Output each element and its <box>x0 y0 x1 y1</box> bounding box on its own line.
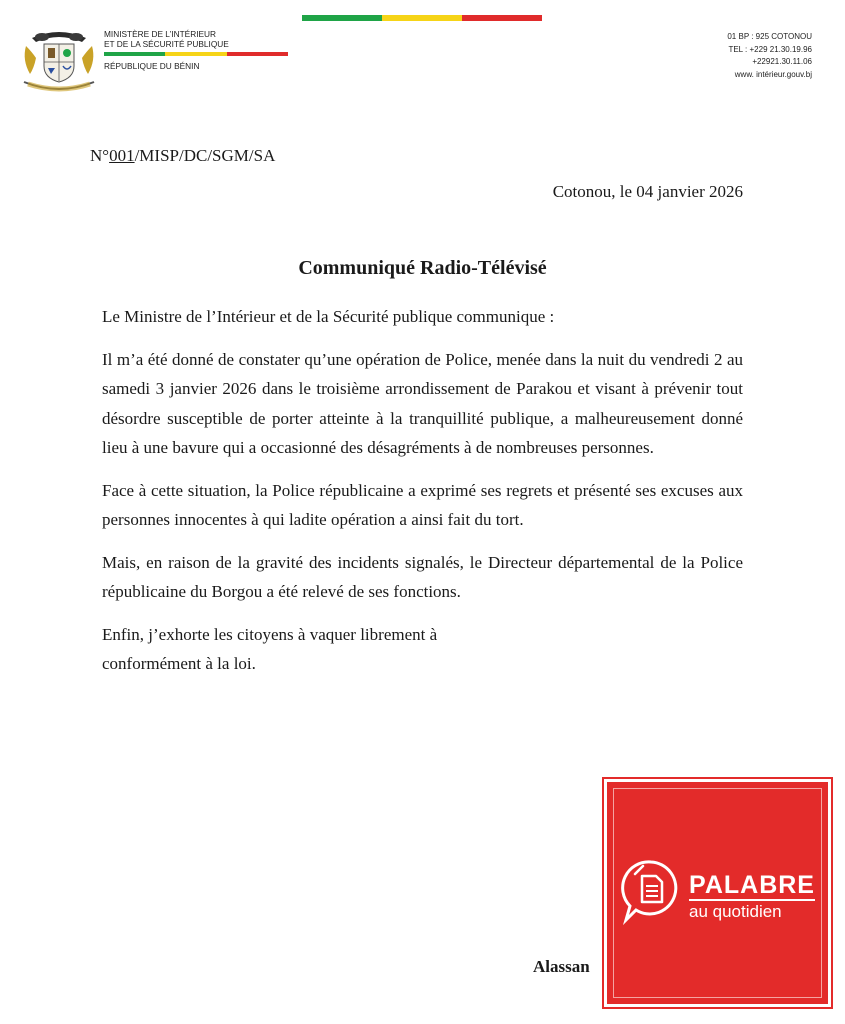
ministry-header <box>104 29 288 71</box>
ministry-green-stripe <box>104 52 165 56</box>
contact-info <box>727 31 812 81</box>
flag-yellow-stripe <box>382 15 462 21</box>
ministry-name-line-2: ET DE LA SÉCURITÉ PUBLIQUE <box>104 39 229 49</box>
reference-number-value: 001 <box>109 146 135 165</box>
document-speech-bubble-icon <box>618 856 684 926</box>
ministry-yellow-stripe <box>165 52 226 56</box>
signatory-name: Alassan <box>533 957 590 976</box>
po-box: 01 BP : 925 COTONOU <box>727 32 812 41</box>
paragraph-exhortation-end: conformément à la loi. <box>102 654 256 673</box>
watermark-brand-name: PALABRE <box>689 871 815 899</box>
reference-suffix: /MISP/DC/SGM/SA <box>134 146 276 165</box>
communique-body <box>102 302 743 692</box>
country-name: RÉPUBLIQUE DU BÉNIN <box>104 61 200 71</box>
palabre-watermark-logo <box>604 779 831 1007</box>
benin-coat-of-arms-icon <box>18 24 100 96</box>
watermark-brand <box>689 872 815 923</box>
telephone-2: +22921.30.11.06 <box>752 57 812 66</box>
ministry-flag-stripe <box>104 52 288 56</box>
document-title: Communiqué Radio-Télévisé <box>298 257 547 279</box>
flag-green-stripe <box>302 15 382 21</box>
flag-red-stripe <box>462 15 542 21</box>
reference-prefix: N° <box>90 146 110 165</box>
website: www. intérieur.gouv.bj <box>734 69 812 79</box>
paragraph-incident: Il m’a été donné de constater qu’une opération de Police, menée dans la nuit du vendredi 2 au samedi 3 janvier 2026 dans le troisième arrondissement de Parakou et visant à prévenir tout désordre susceptible de porter atteinte à la tranquillité publique, a malheureusement donné lieu à une bavure qui a occasionné des désagréments à de nombreuses personnes. <box>102 349 743 457</box>
paragraph-exhortation: Enfin, j’exhorte les citoyens à vaquer librement à <box>102 624 438 644</box>
watermark-tagline: au quotidien <box>689 902 782 921</box>
paragraph-intro: Le Ministre de l’Intérieur et de la Sécurité publique communique : <box>102 307 555 326</box>
date-line: Cotonou, le 04 janvier 2026 <box>552 182 743 201</box>
paragraph-apology: Face à cette situation, la Police républicaine a exprimé ses regrets et présenté ses excuses aux personnes innocentes à qui ladite opération a ainsi fait du tort. <box>102 480 743 529</box>
reference-number <box>90 146 275 166</box>
telephone-1: TEL : +229 21.30.19.96 <box>728 44 812 54</box>
flag-color-bar <box>302 15 542 21</box>
ministry-red-stripe <box>227 52 288 56</box>
ministry-name-line-1: MINISTÈRE DE L’INTÉRIEUR <box>104 29 217 39</box>
paragraph-sanction: Mais, en raison de la gravité des incidents signalés, le Directeur départemental de la Police républicaine du Borgou a été relevé de ses fonctions. <box>102 552 743 601</box>
